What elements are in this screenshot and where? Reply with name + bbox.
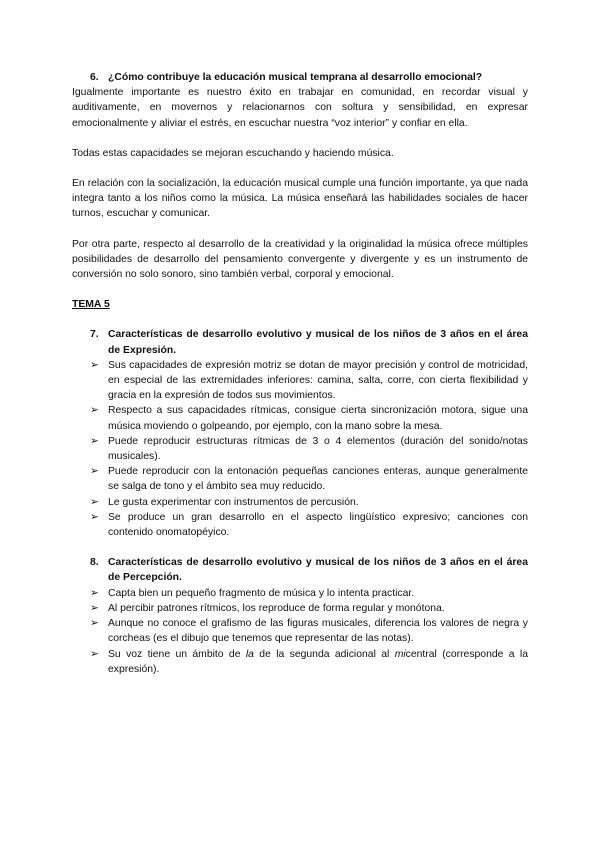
list-item: ➢ Su voz tiene un ámbito de la de la segunda adicional al micentral (corresponde a la expresión). bbox=[90, 647, 528, 677]
section-7-list bbox=[72, 358, 528, 540]
section-7-heading bbox=[90, 327, 528, 357]
list-item: ➢ Se produce un gran desarrollo en el aspecto lingüístico expresivo; canciones con contenido onomatopéyico. bbox=[90, 510, 528, 540]
arrow-bullet-icon: ➢ bbox=[90, 466, 99, 478]
arrow-bullet-icon: ➢ bbox=[90, 405, 99, 417]
section-6-paragraph: En relación con la socialización, la educación musical cumple una función importante, ya que nada integra tanto a los niños como la música. La música enseñará las habilidades sociales de hacer turnos, escuchar y comunicar. bbox=[72, 178, 528, 220]
arrow-bullet-icon: ➢ bbox=[90, 648, 99, 660]
list-item: ➢ Al percibir patrones rítmicos, los reproduce de forma regular y monótona. bbox=[90, 601, 528, 616]
section-6-title: ¿Cómo contribuye la educación musical temprana al desarrollo emocional? bbox=[108, 72, 483, 83]
list-item: ➢ Respecto a sus capacidades rítmicas, consigue cierta sincronización motora, sigue una música moviendo o golpeando, por ejemplo, con la mano sobre la mesa. bbox=[90, 403, 528, 433]
section-6-paragraph: Igualmente importante es nuestro éxito en trabajar en comunidad, en recordar visual y auditivamente, en movernos y relacionarnos con soltura y sensibilidad, en expresar emocionalmente y aliviar el estrés, en escuchar nuestra “voz interior” y confiar en ella. bbox=[72, 87, 528, 129]
section-7-number: 7. bbox=[90, 329, 99, 341]
list-item: ➢ Le gusta experimentar con instrumentos de percusión. bbox=[90, 495, 528, 510]
arrow-bullet-icon: ➢ bbox=[90, 618, 99, 630]
list-item: ➢ Puede reproducir con la entonación pequeñas canciones enteras, aunque generalmente se salga de tono y el ámbito sea muy reducido. bbox=[90, 464, 528, 494]
section-6-heading bbox=[90, 70, 528, 85]
list-item: ➢ Puede reproducir estructuras rítmicas de 3 o 4 elementos (duración del sonido/notas musicales). bbox=[90, 434, 528, 464]
list-item: ➢ Aunque no conoce el grafismo de las figuras musicales, diferencia los valores de negra y corcheas (es el dibujo que tenemos que representar de las notas). bbox=[90, 616, 528, 646]
section-6-number: 6. bbox=[90, 72, 99, 83]
section-8-heading bbox=[90, 555, 528, 585]
arrow-bullet-icon: ➢ bbox=[90, 511, 99, 523]
arrow-bullet-icon: ➢ bbox=[90, 587, 99, 599]
section-8-title: Características de desarrollo evolutivo y musical de los niños de 3 años en el área de Percepción. bbox=[108, 557, 528, 584]
section-8-list bbox=[72, 586, 528, 677]
arrow-bullet-icon: ➢ bbox=[90, 496, 99, 508]
list-item: ➢ Capta bien un pequeño fragmento de música y lo intenta practicar. bbox=[90, 586, 528, 601]
tema-heading: TEMA 5 bbox=[72, 299, 110, 311]
section-8-number: 8. bbox=[90, 557, 99, 569]
arrow-bullet-icon: ➢ bbox=[90, 602, 99, 614]
list-item: ➢ Sus capacidades de expresión motriz se dotan de mayor precisión y control de motricidad, en especial de las extremidades inferiores: camina, salta, corre, con cierta flexibilidad y gracia en la expresión de todos sus movimientos. bbox=[90, 358, 528, 404]
arrow-bullet-icon: ➢ bbox=[90, 435, 99, 447]
section-7-title: Características de desarrollo evolutivo y musical de los niños de 3 años en el área de Expresión. bbox=[108, 329, 528, 356]
section-6-paragraph: Por otra parte, respecto al desarrollo de la creatividad y la originalidad la música ofrece múltiples posibilidades de desarrollo del pensamiento convergente y divergente y es un instrumento de conversión no solo sonoro, sino también verbal, corporal y emocional. bbox=[72, 238, 528, 281]
section-6-paragraph: Todas estas capacidades se mejoran escuchando y haciendo música. bbox=[72, 147, 394, 159]
arrow-bullet-icon: ➢ bbox=[90, 359, 99, 371]
document-page bbox=[72, 70, 528, 677]
